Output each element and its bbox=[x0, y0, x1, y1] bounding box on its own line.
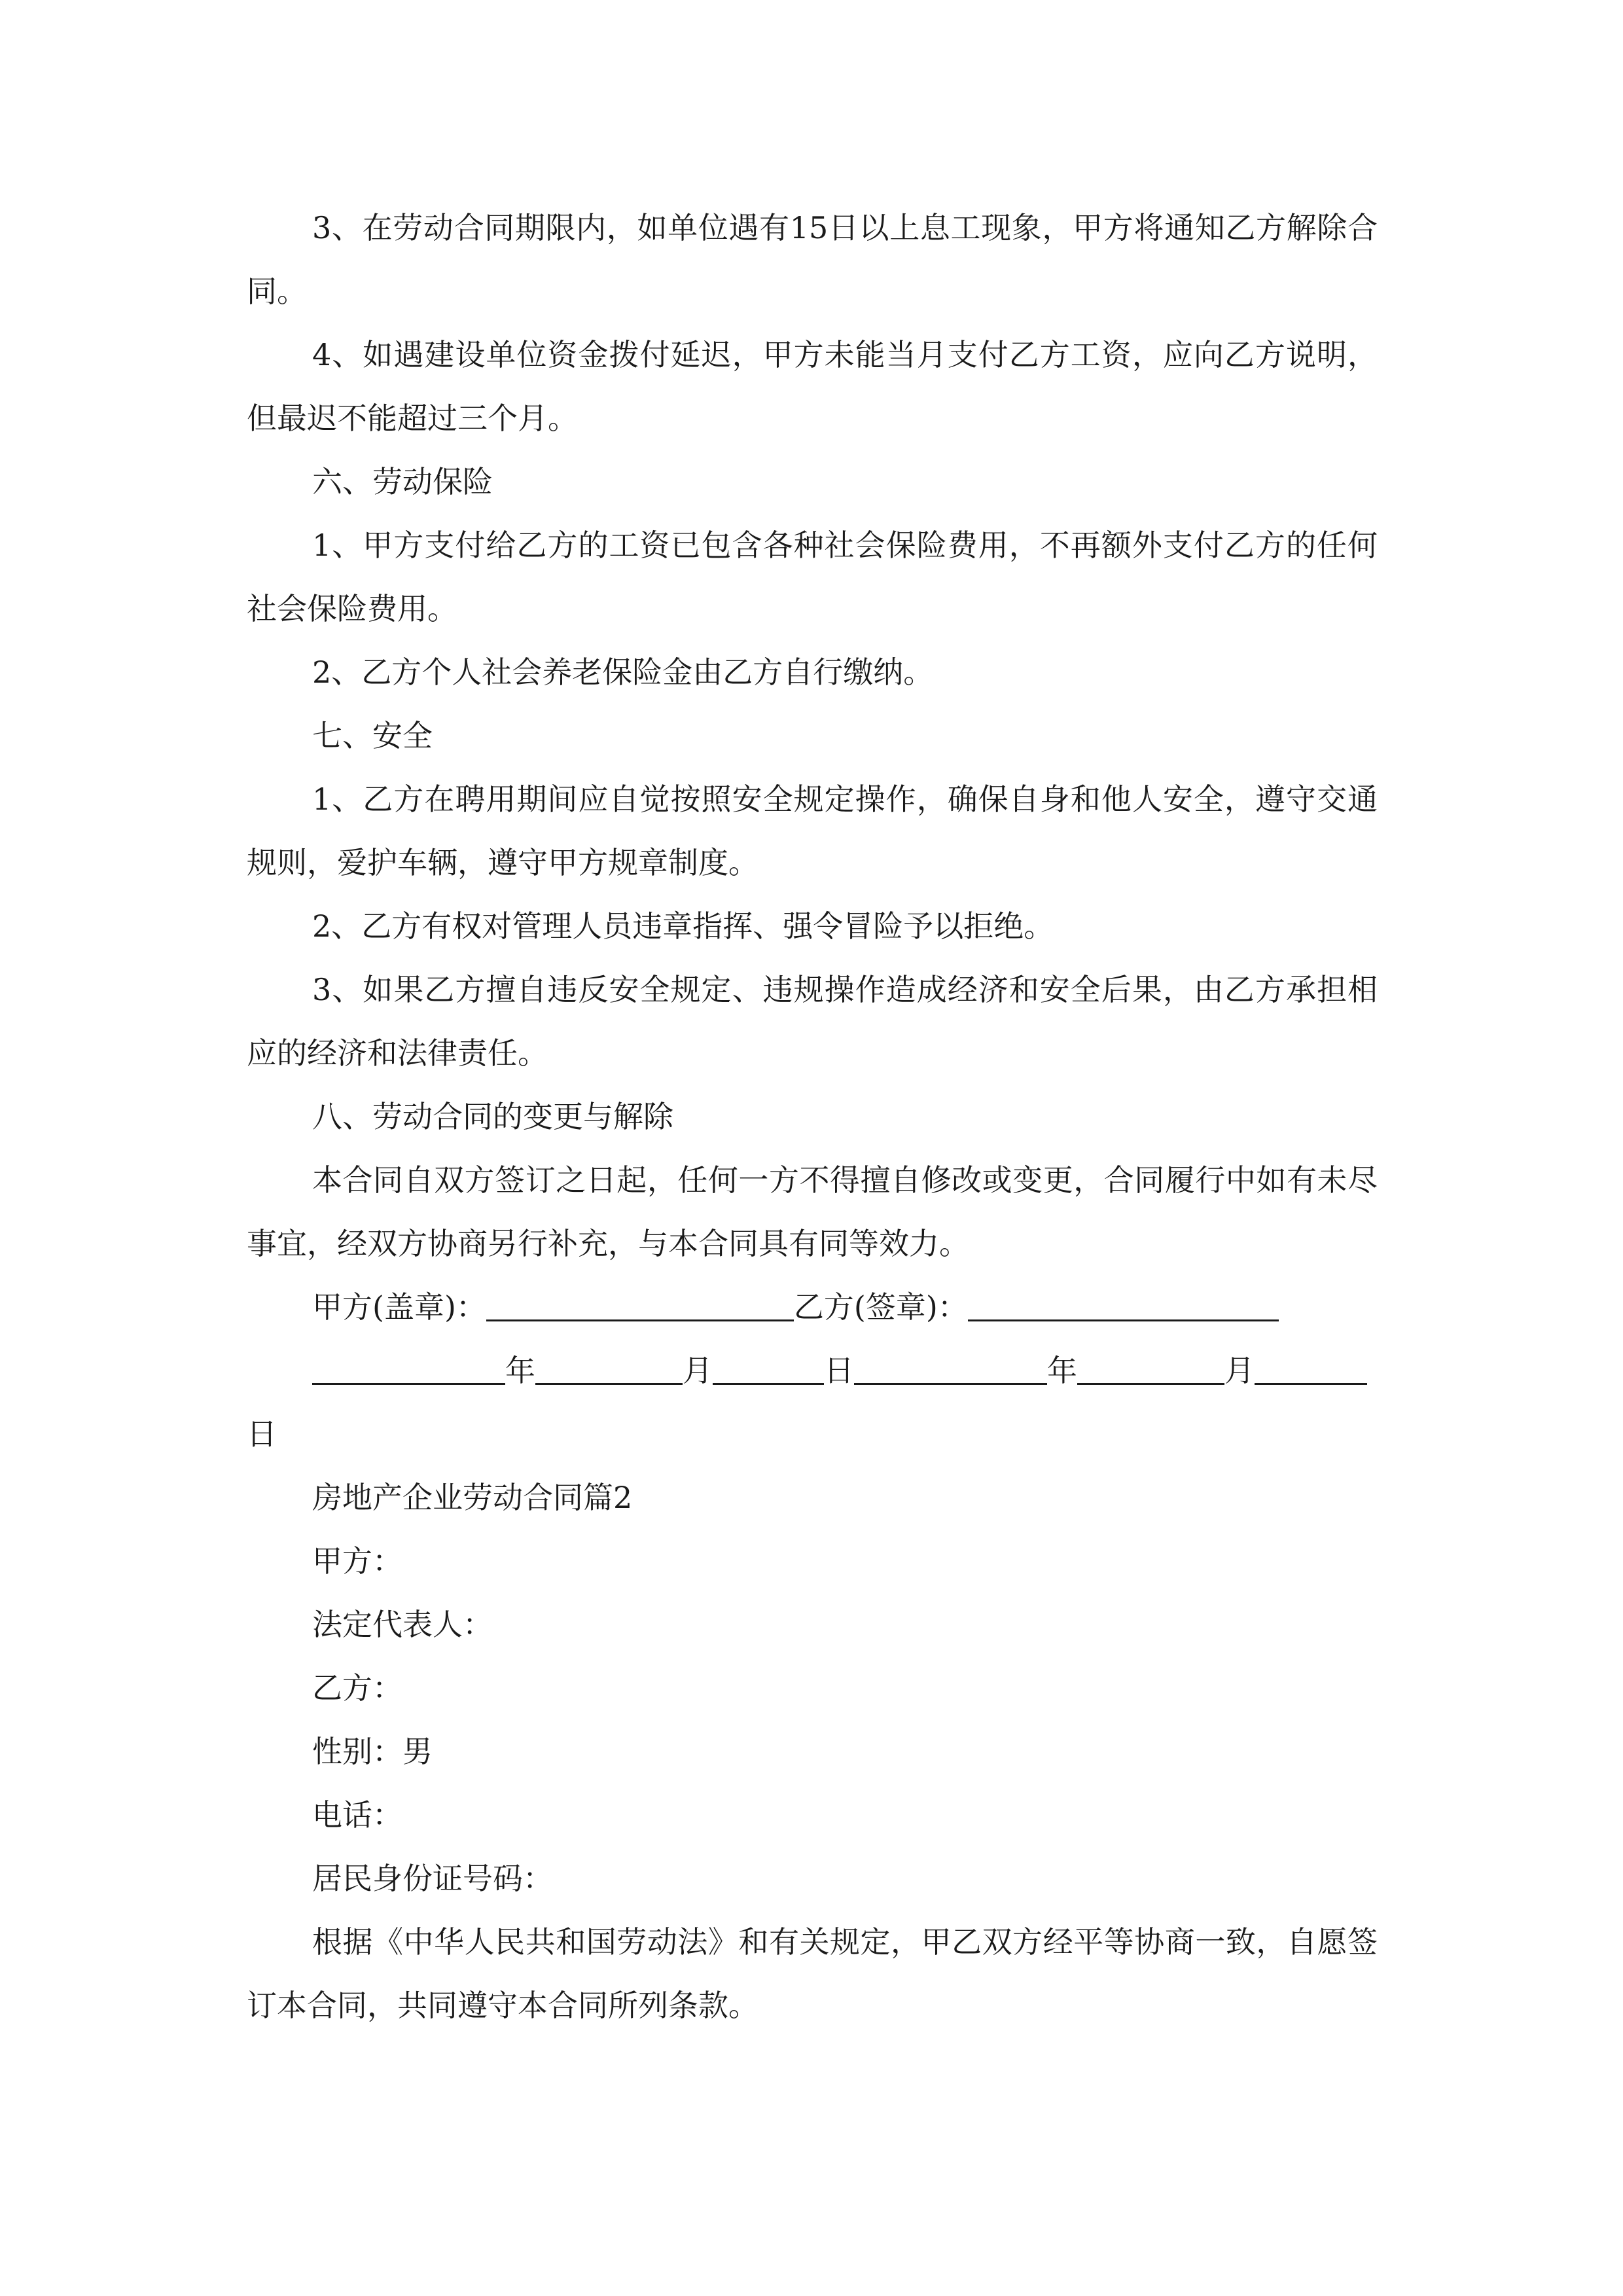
section-heading-safety: 七、安全 bbox=[312, 718, 433, 753]
section2-legal-rep: 法定代表人： bbox=[312, 1607, 493, 1642]
party-b-sign-blank[interactable] bbox=[968, 1280, 1279, 1321]
day-a-blank[interactable] bbox=[713, 1344, 824, 1385]
section2-id-number: 居民身份证号码： bbox=[312, 1861, 553, 1896]
month-a-label: 月 bbox=[683, 1353, 713, 1388]
year-a-label: 年 bbox=[505, 1353, 535, 1388]
year-b-label: 年 bbox=[1047, 1353, 1077, 1388]
year-a-blank[interactable] bbox=[312, 1344, 505, 1385]
clause-7-2: 2、乙方有权对管理人员违章指挥、强令冒险予以拒绝。 bbox=[312, 908, 1054, 944]
day-b-blank[interactable] bbox=[1255, 1344, 1367, 1385]
clause-5-4: 4、如遇建设单位资金拨付延迟，甲方未能当月支付乙方工资，应向乙方说明，但最迟不能超过三个月。 bbox=[247, 337, 1378, 436]
clause-6-1: 1、甲方支付给乙方的工资已包含各种社会保险费用，不再额外支付乙方的任何社会保险费用。 bbox=[247, 528, 1378, 626]
month-a-blank[interactable] bbox=[535, 1344, 683, 1385]
section2-gender: 性别：男 bbox=[312, 1734, 433, 1769]
section-heading-change: 八、劳动合同的变更与解除 bbox=[312, 1099, 673, 1134]
party-b-sign-label: 乙方(签章)： bbox=[793, 1289, 968, 1325]
section-heading-insurance: 六、劳动保险 bbox=[312, 464, 493, 499]
section2-phone: 电话： bbox=[312, 1797, 402, 1833]
month-b-label: 月 bbox=[1224, 1353, 1255, 1388]
clause-8-body: 本合同自双方签订之日起，任何一方不得擅自修改或变更，合同履行中如有未尽事宜，经双方协商另行补充，与本合同具有同等效力。 bbox=[247, 1162, 1378, 1261]
date-line bbox=[247, 1339, 1378, 1403]
clause-5-3: 3、在劳动合同期限内，如单位遇有15日以上息工现象，甲方将通知乙方解除合同。 bbox=[247, 210, 1378, 309]
clause-7-1: 1、乙方在聘用期间应自觉按照安全规定操作，确保自身和他人安全，遵守交通规则，爱护车辆，遵守甲方规章制度。 bbox=[247, 781, 1378, 880]
party-a-seal-label: 甲方(盖章)： bbox=[312, 1289, 486, 1325]
section2-title: 房地产企业劳动合同篇2 bbox=[312, 1480, 633, 1515]
section2-party-b: 乙方： bbox=[312, 1670, 402, 1706]
year-b-blank[interactable] bbox=[854, 1344, 1047, 1385]
document-content bbox=[247, 196, 1378, 2037]
month-b-blank[interactable] bbox=[1077, 1344, 1224, 1385]
party-a-seal-blank[interactable] bbox=[486, 1280, 794, 1321]
section2-party-a: 甲方： bbox=[312, 1543, 402, 1579]
day-a-label: 日 bbox=[824, 1353, 854, 1388]
clause-6-2: 2、乙方个人社会养老保险金由乙方自行缴纳。 bbox=[312, 655, 934, 690]
section2-intro: 根据《中华人民共和国劳动法》和有关规定，甲乙双方经平等协商一致，自愿签订本合同，共同遵守本合同所列条款。 bbox=[247, 1924, 1378, 2023]
day-b-label: 日 bbox=[247, 1416, 277, 1452]
clause-7-3: 3、如果乙方擅自违反安全规定、违规操作造成经济和安全后果，由乙方承担相应的经济和法律责任。 bbox=[247, 972, 1378, 1071]
signature-line bbox=[247, 1276, 1378, 1339]
